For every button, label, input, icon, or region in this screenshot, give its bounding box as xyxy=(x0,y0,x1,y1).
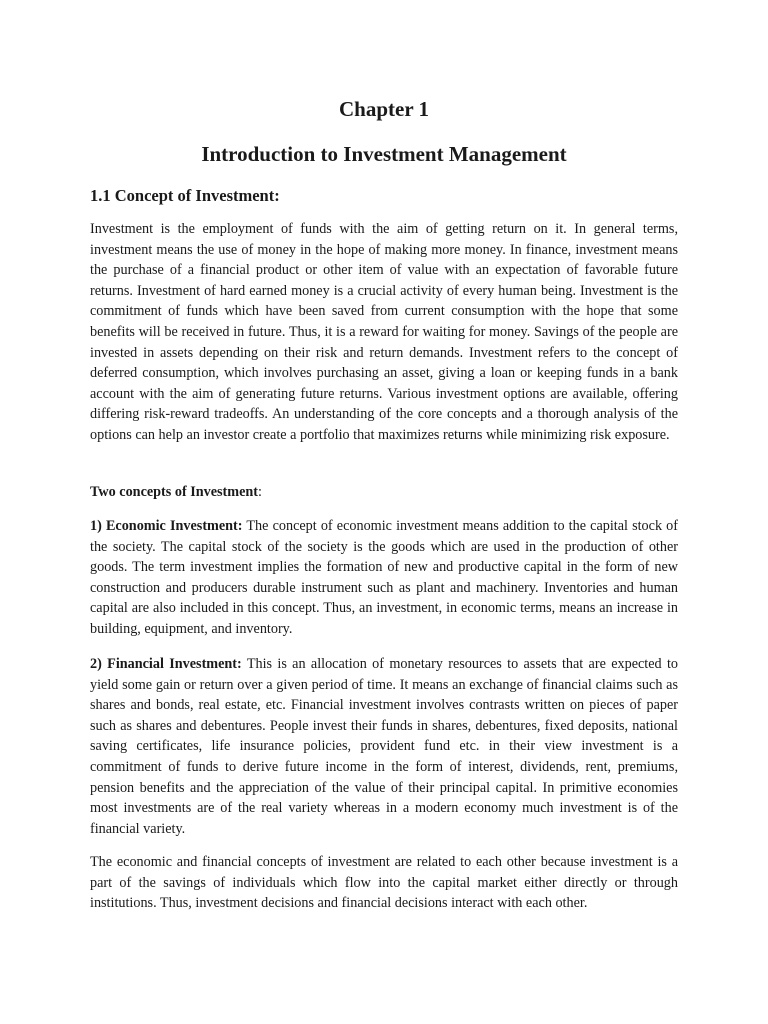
closing-paragraph: The economic and financial concepts of investment are related to each other because investment is a part of the savings of individuals which flow into the capital market either directly or through institutions. Thus, investment decisions and financial decisions interact with each other. xyxy=(90,854,678,912)
chapter-title: Introduction to Investment Management xyxy=(201,142,567,166)
financial-investment-paragraph xyxy=(90,654,678,839)
intro-paragraph: Investment is the employment of funds with the aim of getting return on it. In general terms, investment means the use of money in the hope of making more money. In finance, investment means the purchase of a financial product or other item of value with an expectation of favorable future returns. Investment of hard earned money is a crucial activity of every human being. Investment is the commitment of funds which have been saved from current consumption with the hope that some benefits will be received in future. Thus, it is a reward for waiting for money. Savings of the people are invested in assets depending on their risk and return demands. Investment refers to the concept of deferred consumption, which involves purchasing an asset, giving a loan or keeping funds in a bank account with the aim of generating future returns. Various investment options are available, offering differing risk-reward tradeoffs. An understanding of the core concepts and a thorough analysis of the options can help an investor create a portfolio that maximizes returns while minimizing risk exposure. xyxy=(90,221,678,443)
two-concepts-colon: : xyxy=(258,484,262,500)
section-heading: 1.1 Concept of Investment: xyxy=(90,186,280,205)
economic-investment-text: The concept of economic investment means addition to the capital stock of the society. The capital stock of the society is the goods which are used in the production of other goods. The term investment implies the formation of new and productive capital in the form of new construction and producers durable instrument such as plant and machinery. Inventories and human capital are also included in this concept. Thus, an investment, in economic terms, means an increase in building, equipment, and inventory. xyxy=(90,518,679,637)
financial-investment-text: This is an allocation of monetary resources to assets that are expected to yield some gain or return over a given period of time. It means an exchange of financial claims such as shares and bonds, real estate, etc. Financial investment involves contrasts written on pieces of paper such as shares and debentures. People invest their funds in shares, debentures, fixed deposits, national saving certificates, life insurance policies, provident fund etc. in their view investment is a commitment of funds to derive future income in the form of interest, dividends, rent, premiums, pension benefits and the appreciation of the value of their principal capital. In primitive economies most investments are of the real variety whereas in a modern economy much investment is of the financial variety. xyxy=(90,656,678,837)
two-concepts-label: Two concepts of Investment xyxy=(90,484,258,500)
economic-investment-paragraph xyxy=(90,516,678,640)
chapter-number: Chapter 1 xyxy=(338,97,430,121)
financial-investment-label: 2) Financial Investment: xyxy=(90,656,242,672)
economic-investment-label: 1) Economic Investment: xyxy=(90,518,243,534)
two-concepts-heading xyxy=(90,482,262,503)
